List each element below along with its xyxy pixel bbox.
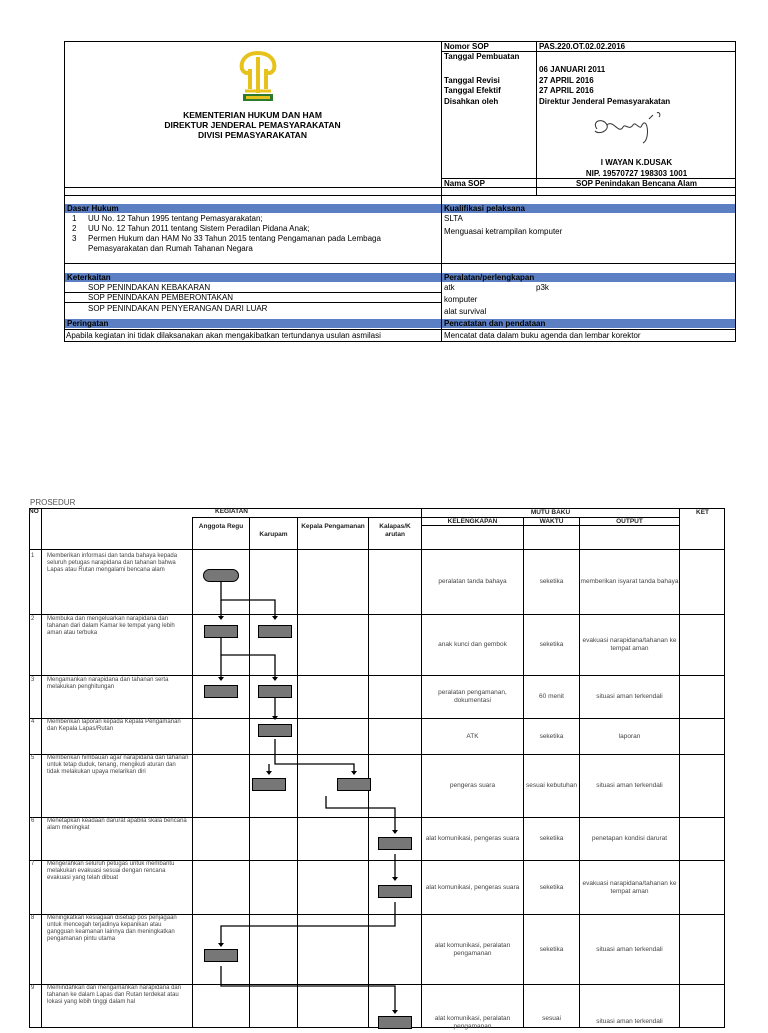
org-line-3: DIVISI PEMASYARAKATAN — [198, 130, 307, 140]
row-number: 1 — [31, 553, 35, 559]
row-waktu: seketika — [539, 883, 564, 891]
row-kegiatan: Membuka dan mengeluarkan narapidana dan tahanan dari dalam Kamar ke tempat yang lebih aman atau terbuka — [47, 616, 175, 636]
dasar-hukum-title: Dasar Hukum — [67, 204, 119, 213]
col-ket-header: KET — [696, 509, 709, 516]
row-number: 2 — [31, 616, 35, 622]
row-output: situasi aman terkendali — [596, 782, 663, 789]
row-waktu: seketika — [539, 732, 564, 740]
disahkan-label: Disahkan oleh — [444, 97, 499, 106]
tanggal-revisi-label: Tanggal Revisi — [444, 76, 500, 85]
col-anggota-header: Anggota Regu — [198, 523, 244, 530]
flow-process-box — [258, 625, 292, 638]
divider — [64, 263, 736, 264]
section-bar — [65, 273, 441, 282]
dasar-no: 1 — [72, 214, 77, 223]
row-kegiatan: Memberikan himbauan agar narapidana dan tahanan untuk tetap duduk, tenang, mengikuti aturan dan tidak melakukan upaya melarikan diri — [47, 755, 189, 775]
flow-process-box — [378, 837, 412, 850]
pencatatan-text: Mencatat data dalam buku agenda dan lembar korektor — [444, 331, 641, 340]
dasar-no: 3 — [72, 234, 77, 243]
signer-nip: NIP. 19570727 198303 1001 — [585, 169, 688, 178]
row-kegiatan: Mengerahkan seluruh petugas untuk membantu melakukan evakuasi sesuai dengan rencana evakuasi yang telah dibuat — [47, 861, 175, 881]
peralatan-item: alat survival — [444, 307, 487, 316]
keterkaitan-item: SOP PENINDAKAN PENYERANGAN DARI LUAR — [88, 304, 268, 313]
flow-process-box — [258, 724, 292, 737]
row-number: 5 — [31, 755, 35, 761]
nomor-sop-label: Nomor SOP — [444, 42, 489, 51]
divider — [441, 41, 442, 195]
row-waktu: seketika — [539, 578, 564, 585]
peralatan-item: komputer — [444, 295, 478, 304]
row-kegiatan: Meningkatkan kesiagaan disetiap pos penjagaan untuk mencegah terjadinya kepanikan atau gangguan keamanan lainnya dan meningkatkan pengamanan pintu utama — [47, 915, 177, 942]
row-kegiatan: Memberikan laporan kepada Kepala Pengamanan dan Kepala Lapas/Rutan — [47, 719, 181, 732]
dasar-no: 2 — [72, 224, 77, 233]
row-output: situasi aman terkendali — [596, 693, 663, 700]
row-kegiatan: Memindahkan dan mengamankan narapidana dan tahanan ke dalam Lapas dan Rutan terdekat atau lokasi yang lebih tinggi dalam hal — [47, 985, 182, 1005]
row-number: 4 — [31, 719, 35, 725]
kualifikasi-item: Menguasai ketrampilan komputer — [444, 227, 563, 236]
kualifikasi-title: Kualifikasi pelaksana — [444, 204, 525, 213]
row-output: situasi aman terkendali — [596, 1018, 663, 1025]
divider — [64, 302, 441, 303]
peringatan-text: Apabila kegiatan ini tidak dilaksanakan akan mengakibatkan tertundanya usulan asmilasi — [66, 331, 381, 340]
row-kelengkapan: alat komunikasi, peralatan pengamanan — [434, 1015, 511, 1030]
keterkaitan-title: Keterkaitan — [67, 273, 111, 282]
sop-header-table — [64, 41, 736, 342]
col-mutu-header: MUTU BAKU — [530, 509, 571, 516]
nama-sop-value: SOP Penindakan Bencana Alam — [576, 179, 697, 188]
row-kelengkapan: ATK — [466, 732, 479, 740]
col-waktu-header: WAKTU — [539, 518, 564, 525]
flow-process-box — [378, 885, 412, 898]
flow-process-box — [378, 1016, 412, 1029]
kualifikasi-item: SLTA — [444, 214, 463, 223]
row-kelengkapan: anak kunci dan gembok — [438, 641, 507, 648]
col-kegiatan-header: KEGIATAN — [215, 508, 248, 515]
row-output: penetapan kondisi darurat — [591, 835, 668, 842]
row-output: situasi aman terkendali — [596, 945, 663, 953]
keterkaitan-item: SOP PENINDAKAN KEBAKARAN — [88, 283, 211, 292]
tanggal-efektif-value: 27 APRIL 2016 — [539, 86, 594, 95]
tanggal-pembuatan-value: 06 JANUARI 2011 — [539, 65, 606, 74]
pencatatan-title: Pencatatan dan pendataan — [444, 319, 546, 328]
row-output: memberikan isyarat tanda bahaya — [580, 578, 679, 585]
row-waktu: 60 menit — [539, 693, 564, 700]
flow-process-box — [252, 778, 286, 791]
row-number: 8 — [31, 915, 35, 921]
peralatan-item: atk — [444, 283, 455, 292]
row-number: 3 — [31, 677, 35, 683]
tanggal-pembuatan-label: Tanggal Pembuatan — [444, 52, 520, 61]
divider — [64, 195, 736, 196]
section-bar — [65, 204, 441, 213]
row-waktu: seketika — [539, 835, 564, 842]
row-waktu: sesuai — [542, 1015, 561, 1022]
dasar-item: Pemasyarakatan dan Rumah Tahanan Negara — [88, 244, 253, 253]
row-kegiatan: Memberikan informasi dan tanda bahaya kepada seluruh petugas narapidana dan tahanan bahwa Lapas atau Rutan mengalami bencana alam — [47, 553, 178, 573]
section-bar — [65, 319, 441, 328]
tanggal-revisi-value: 27 APRIL 2016 — [539, 76, 594, 85]
org-line-1: KEMENTERIAN HUKUM DAN HAM — [183, 110, 322, 120]
divider — [64, 329, 736, 330]
row-kegiatan: Menetapkan keadaan darurat apabila skala bencana alam meningkat — [47, 818, 187, 831]
flow-process-box — [204, 685, 238, 698]
col-kelengkapan-header: KELENGKAPAN — [447, 518, 498, 525]
nomor-sop-value: PAS.220.OT.02.02.2016 — [539, 42, 626, 51]
col-kalapas-header: Kalapas/K arutan — [379, 523, 411, 538]
row-kelengkapan: alat komunikasi, peralatan pengamanan — [434, 941, 511, 957]
signer-name: I WAYAN K.DUSAK — [600, 158, 673, 167]
row-kelengkapan: peralatan pengamanan, dokumentasi — [438, 689, 507, 704]
row-kelengkapan: alat komunikasi, pengeras suara — [425, 835, 520, 842]
col-output-header: OUTPUT — [616, 518, 643, 525]
flowchart-connectors — [29, 508, 725, 1024]
row-waktu: seketika — [539, 641, 564, 648]
peralatan-extra: p3k — [536, 283, 549, 292]
org-line-2: DIREKTUR JENDERAL PEMASYARAKATAN — [164, 120, 341, 130]
row-kelengkapan: pengeras suara — [449, 782, 496, 789]
row-number: 9 — [31, 985, 35, 991]
col-karupam-header: Karupam — [259, 531, 288, 538]
flow-process-box — [204, 949, 238, 962]
row-output: evakuasi narapidana/tahanan ke tempat aman — [582, 879, 677, 895]
row-number: 6 — [31, 818, 35, 824]
nama-sop-label: Nama SOP — [444, 179, 485, 188]
dasar-item: Permen Hukum dan HAM No 33 Tahun 2015 tentang Pengamanan pada Lembaga — [88, 234, 381, 243]
col-kepala-header: Kepala Pengamanan — [301, 523, 365, 530]
keterkaitan-item: SOP PENINDAKAN PEMBERONTAKAN — [88, 293, 234, 302]
pengayoman-logo-icon — [237, 49, 279, 105]
procedure-table — [29, 508, 725, 1030]
row-number: 7 — [31, 861, 35, 867]
disahkan-value: Direktur Jenderal Pemasyarakatan — [539, 97, 671, 106]
row-output: laporan — [618, 732, 641, 740]
peringatan-title: Peringatan — [67, 319, 109, 328]
row-kelengkapan: peralatan tanda bahaya — [438, 578, 507, 585]
flow-process-box — [258, 685, 292, 698]
procedure-title: PROSEDUR — [30, 498, 76, 507]
dasar-item: UU No. 12 Tahun 1995 tentang Pemasyarakatan; — [88, 214, 263, 223]
row-output: evakuasi narapidana/tahanan ke tempat aman — [582, 637, 677, 652]
peralatan-title: Peralatan/perlengkapan — [444, 273, 535, 282]
flow-process-box — [204, 625, 238, 638]
row-waktu: sesuai kebutuhan — [526, 782, 577, 789]
row-kegiatan: Mengamankan narapidana dan tahanan serta melakukan penghitungan — [47, 677, 169, 690]
dasar-item: UU No. 12 Tahun 2011 tentang Sistem Peradilan Pidana Anak; — [88, 224, 310, 233]
row-kelengkapan: alat komunikasi, pengeras suara — [425, 883, 520, 891]
signature-icon — [589, 109, 669, 149]
col-no-header: NO — [29, 508, 39, 515]
flow-start-terminator — [203, 569, 239, 582]
tanggal-efektif-label: Tanggal Efektif — [444, 86, 501, 95]
row-waktu: seketika — [539, 945, 564, 953]
flow-process-box — [337, 778, 371, 791]
